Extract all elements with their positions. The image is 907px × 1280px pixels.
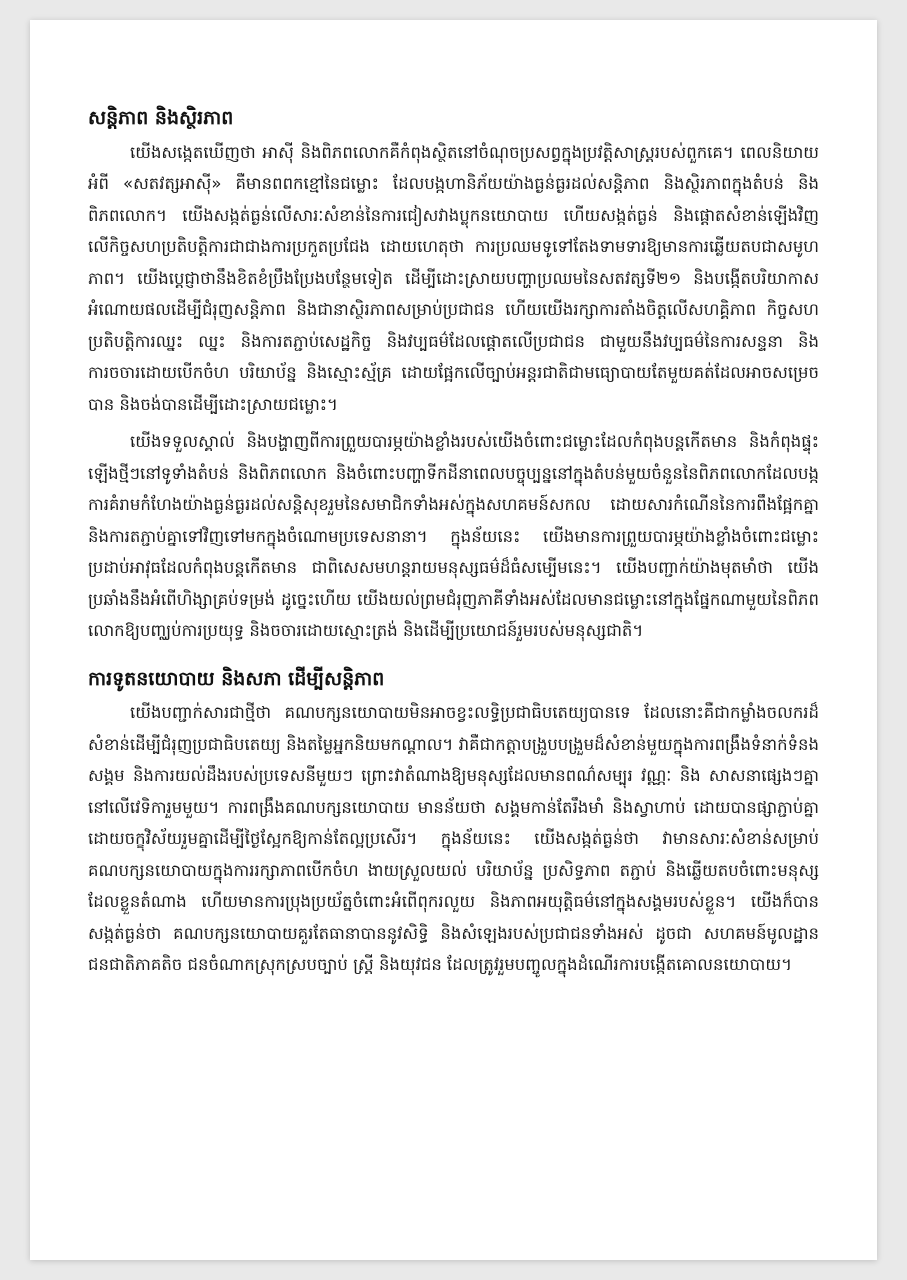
section-heading-peace-stability: សន្តិភាព និងស្ថិរភាព <box>88 107 234 129</box>
paragraph-conflict-concern: យើងទទួលស្គាល់ និងបង្ហាញពីការព្រួយបារម្ភយ៉ាងខ្លាំងរបស់យើងចំពោះជម្លោះដែលកំពុងបន្តកើតមាន និងកំពុងផ្ទុះឡើងថ្មីៗនៅទូទាំងតំបន់ និងពិភពលោក និងចំពោះបញ្ហាទីកដីនាពេលបច្ចុប្បន្ននៅក្នុងតំបន់មួយចំនួននៃពិភពលោកដែលបង្កការគំរាមកំហែងយ៉ាងធ្ងន់ធ្ងរដល់សន្តិសុខរួមនៃសមាជិកទាំងអស់ក្នុងសហគមន៍សកល ដោយសារកំណើននៃការពឹងផ្អែកគ្នា និងការតភ្ជាប់គ្នាទៅវិញទៅមកក្នុងចំណោមប្រទេសនានា។ ក្នុងន័យនេះ យើងមានការព្រួយបារម្ភយ៉ាងខ្លាំងចំពោះជម្លោះប្រដាប់អាវុធដែលកំពុងបន្តកើតមាន ជាពិសេសមហន្តរាយមនុស្សធម៌ដ៏ធំសម្បើមនេះ។ យើងបញ្ជាក់យ៉ាងមុតមាំថា យើងប្រឆាំងនឹងអំពើហិង្សាគ្រប់ទម្រង់ ដូច្នេះហើយ យើងយល់ព្រមជំរុញភាគីទាំងអស់ដែលមានជម្លោះនៅក្នុងផ្នែកណាមួយនៃពិភពលោកឱ្យបញ្ឈប់ការប្រយុទ្ធ និងចចារដោយស្មោះត្រង់ និងដើម្បីប្រយោជន៍រួមរបស់មនុស្សជាតិ។ <box>88 432 819 640</box>
document-page <box>30 20 877 1260</box>
paragraph-asia-crossroads: យើងសង្កេតឃើញថា អាស៊ី និងពិភពលោកគឺកំពុងស្ថិតនៅចំណុចប្រសព្វក្នុងប្រវត្តិសាស្ត្ររបស់ពួកគេ។ ពេលនិយាយអំពី «សតវត្សអាស៊ី» គឺមានពពកខ្មៅនៃជម្លោះ ដែលបង្កហានិភ័យយ៉ាងធ្ងន់ធ្ងរដល់សន្តិភាព និងស្ថិរភាពក្នុងតំបន់ និងពិភពលោក។ យើងសង្កត់ធ្ងន់លើសារៈសំខាន់នៃការជៀសវាងប្លុកនយោបាយ ហើយសង្កត់ធ្ងន់ និងផ្តោតសំខាន់ឡើងវិញលើកិច្ចសហប្រតិបត្តិការជាជាងការប្រកួតប្រជែង ដោយហេតុថា ការប្រឈមទូទៅតែងទាមទារឱ្យមានការឆ្លើយតបជាសមូហភាព។ យើងប្តេជ្ញាថានឹងខិតខំប្រឹងប្រែងបន្ថែមទៀត ដើម្បីដោះស្រាយបញ្ហាប្រឈមនៃសតវត្សទី២១ និងបង្កើតបរិយាកាសអំណោយផលដើម្បីជំរុញសន្តិភាព និងជានាស្ថិរភាពសម្រាប់ប្រជាជន ហើយយើងរក្សាការតាំងចិត្តលើសហគ្គិភាព កិច្ចសហប្រតិបត្តិការឈ្នះ ឈ្នះ និងការតភ្ជាប់សេដ្ឋកិច្ច និងវប្បធម៌ដែលផ្តោតលើប្រជាជន ជាមួយនឹងវប្បធម៌នៃការសន្ទនា និងការចចារដោយបើកចំហ បរិយាប័ន្ន និងស្មោះស្ម័គ្រ ដោយផ្អែកលើច្បាប់អន្តរជាតិជាមធ្យោបាយតែមួយគត់ដែលអាចសម្រេចបាន និងចង់បានដើម្បីដោះស្រាយជម្លោះ។ <box>88 142 819 414</box>
paragraph-political-parties: យើងបញ្ជាក់សារជាថ្មីថា គណបក្សនយោបាយមិនអាចខ្វះលទ្ធិប្រជាធិបតេយ្យបានទេ ដែលនោះគឺជាកម្លាំងចលករដ៏សំខាន់ដើម្បីជំរុញប្រជាធិបតេយ្យ និងតម្លៃអ្នកនិយមកណ្តាល។ វាគឺជាកត្តាបង្រួបបង្រួមដ៏សំខាន់មួយក្នុងការពង្រឹងទំនាក់ទំនងសង្គម និងការយល់ដឹងរបស់ប្រទេសនីមួយៗ ព្រោះវាតំណាងឱ្យមនុស្សដែលមានពណ៌សម្បុរ វណ្ណៈ និង សាសនាផ្សេងៗគ្នានៅលើវេទិការួមមួយ។ ការពង្រឹងគណបក្សនយោបាយ មានន័យថា សង្គមកាន់តែរឹងមាំ និងស្វាហាប់ ដោយបានផ្សាភ្ជាប់គ្នាដោយចក្ខុវិស័យរួមគ្នាដើម្បីថ្ងៃស្អែកឱ្យកាន់តែល្អប្រសើរ។ ក្នុងន័យនេះ យើងសង្កត់ធ្ងន់ថា វាមានសារៈសំខាន់សម្រាប់គណបក្សនយោបាយក្នុងការរក្សាភាពបើកចំហ ងាយស្រួលយល់ បរិយាប័ន្ន ប្រសិទ្ធភាព តភ្ជាប់ និងឆ្លើយតបចំពោះមនុស្សដែលខ្លួនតំណាង ហើយមានការប្រុងប្រយ័ត្នចំពោះអំពើពុករលួយ និងភាពអយុត្តិធម៌នៅក្នុងសង្គមរបស់ខ្លួន។ យើងក៏បានសង្កត់ធ្ងន់ថា គណបក្សនយោបាយគួរតែធានាបាននូវសិទ្ធិ និងសំឡេងរបស់ប្រជាជនទាំងអស់ ដូចជា សហគមន៍មូលដ្ឋាន ជនជាតិភាគតិច ជនចំណាកស្រុកស្របច្បាប់ ស្ត្រី និងយុវជន ដែលត្រូវរួមបញ្ចូលក្នុងដំណើរការបង្កើតគោលនយោបាយ។ <box>88 703 819 974</box>
section-heading-political-diplomacy: ការទូតនយោបាយ និងសភា ដើម្បីសន្តិភាព <box>88 667 385 690</box>
